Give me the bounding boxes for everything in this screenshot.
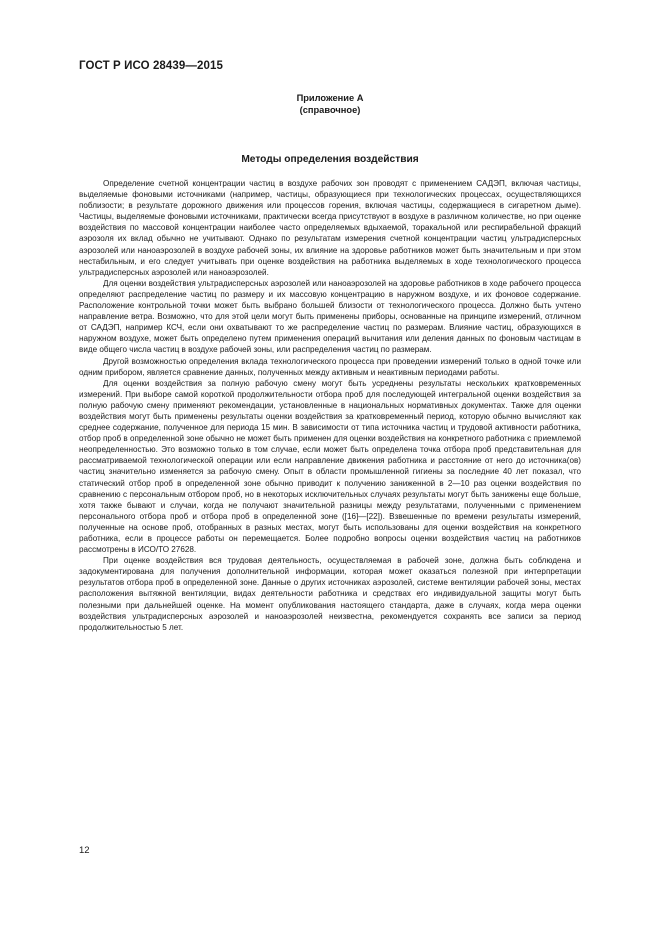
paragraph-health-impact: Для оценки воздействия ультрадисперсных аэрозолей или наноаэрозолей на здоровье работников в ходе рабочего процесса определяют распределение частиц по размеру и их массовую концентрацию в наружном воздухе, и их фоновое содержание. Расположение контрольной точки может быть выбрано большей близости от технологического процесса. Должно быть учтено направление ветра. Возможно, что для этой цели могут быть применены приборы, основанные на принципе измерений, отличном от САДЭП, например КСЧ, если они охватывают то же распределение частиц по размерам. Влияние частиц, образующихся в наружном воздухе, может быть определено путем применения операций вычитания или деления данных по фоновым частицам в виде общего числа частиц в воздухе рабочей зоны, или распределения частиц по размерам.: [79, 278, 581, 355]
paragraph-full-shift: Для оценки воздействия за полную рабочую смену могут быть усреднены результаты нескольких кратковременных измерений. При выборе самой короткой продолжительности отбора проб для последующей интегральной оценки воздействия за полную рабочую смену применяют рекомендации, установленные в национальных нормативных документах. Также для оценки воздействия могут быть применены результаты оценки воздействия за кратковременный период, которую обычно вычисляют как среднее содержание, полученное для периода 15 мин. В зависимости от типа источника частиц и трудовой активности работника, отбор проб в определенной зоне обычно не может быть применен для оценки воздействия на конкретного работника с приемлемой неопределенностью. Это возможно только в том случае, если может быть определена точка отбора проб представительная для рассматриваемой технологической операции или если направление движения работника и расстояние от него до источника(ов) частиц значительно изменяется за рабочую смену. Опыт в области промышленной гигиены за последние 40 лет показал, что статический отбор проб в определенной зоне обычно приводит к получению заниженной в 2—10 раз оценки воздействия по сравнению с персональным отбором проб, но в некоторых исключительных случаях результаты могут быть занижены еще больше, хотя также бывают и случаи, когда не получают значительной разницы между результатами, полученными с применением персонального отбора проб и отбора проб в определенной зоне ([16]—[22]). Взвешенные по времени результаты измерений, полученные на основе проб, отобранных в разных местах, могут быть использованы для оценки воздействия на конкретного работника, если в процессе работы он перемещается. Более подробно вопросы оценки воздействия частиц на работников рассмотрены в ИСО/ТО 27628.: [79, 378, 581, 555]
paragraph-counting-concentration: Определение счетной концентрации частиц в воздухе рабочих зон проводят с применением САДЭП, включая частицы, выделяемые фоновыми источниками (например, частицы, образующиеся при технологических процессах, осуществляющихся поблизости; в результате дорожного движения или процессов горения, включая частицы, содержащиеся в сигаретном дыме). Частицы, выделяемые фоновыми источниками, практически всегда присутствуют в воздухе в различном количестве, но при оценке воздействия по массовой концентрации наиболее часто определяемых вдыхаемой, торакальной или респирабельной фракций аэрозоля их вклад обычно не учитывают. Однако по результатам измерения счетной концентрации частиц ультрадисперсных аэрозолей или наноаэрозолей в воздухе рабочей зоны, их влияние на здоровье работников может быть значительным и при этом нестабильным, и его следует учитывать при оценке воздействия на работника выделяемых в ходе технологического процесса ультрадисперсных аэрозолей или наноаэрозолей.: [79, 179, 581, 277]
standard-code-header: ГОСТ Р ИСО 28439—2015: [79, 60, 224, 72]
paragraph-documentation: При оценке воздействия вся трудовая деятельность, осуществляемая в рабочей зоне, должна быть соблюдена и задокументирована для получения дополнительной информации, которая может оказаться полезной при интерпретации результатов отбора проб в определенной зоне. Данные о других источниках аэрозолей, системе вентиляции рабочей зоны, местах расположения вытяжной вентиляции, видах деятельности работника и средствах его индивидуальной защиты могут быть полезными при дальнейшей оценке. На момент опубликования настоящего стандарта, даже в случаях, когда мера оценки воздействия ультрадисперсных аэрозолей и наноаэрозолей неизвестна, рекомендуется сохранять все записи за период продолжительностью 5 лет.: [79, 556, 581, 632]
appendix-subtitle: (справочное): [299, 105, 361, 115]
appendix-heading: [79, 92, 581, 116]
page-number: 12: [79, 845, 90, 856]
section-title: Методы определения воздействия: [241, 154, 419, 165]
paragraph-single-point: Другой возможностью определения вклада технологического процесса при проведении измерений только в одной точке или одним прибором, является сравнение данных, полученных между активным и неактивным периодами работы.: [79, 356, 581, 377]
appendix-title: Приложение А: [296, 93, 364, 103]
body-text: [79, 178, 581, 633]
